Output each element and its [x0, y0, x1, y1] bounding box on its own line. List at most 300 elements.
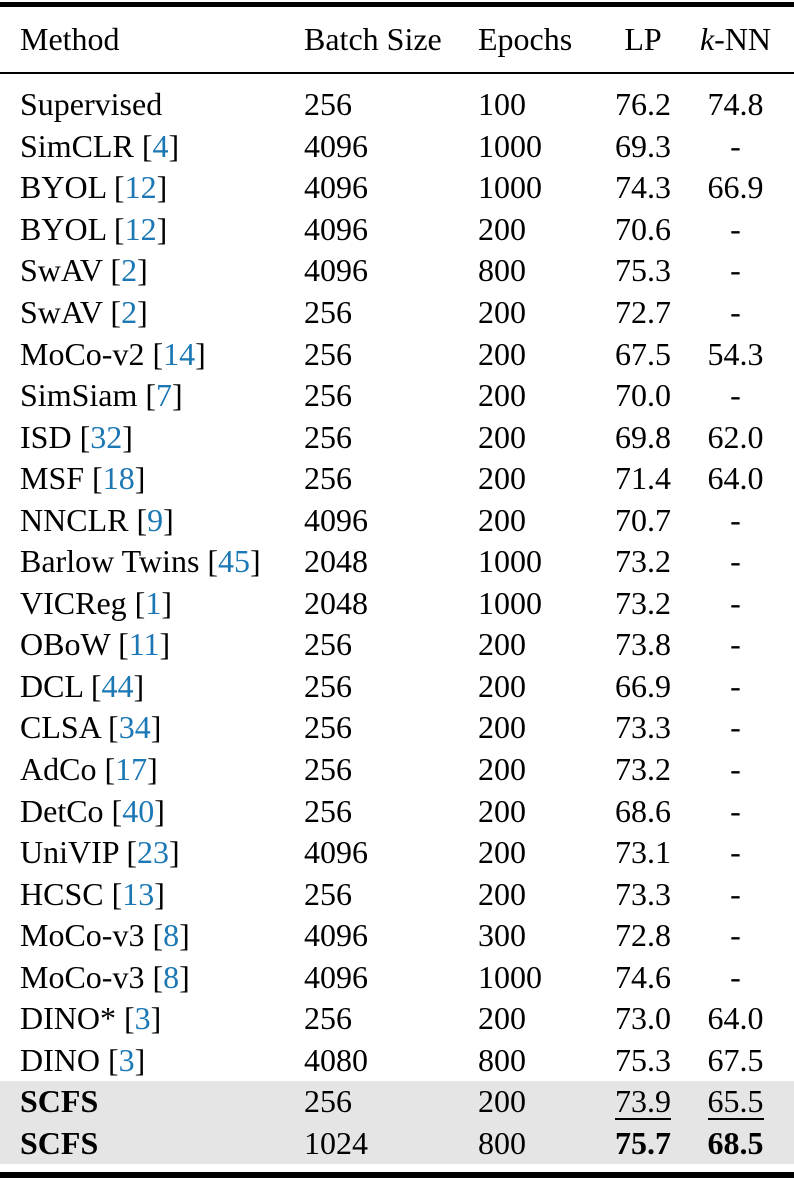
- lp-cell: [598, 793, 688, 830]
- method-cell: [20, 668, 304, 705]
- citation-open-bracket: [: [104, 751, 116, 788]
- method-name: HCSC: [20, 875, 104, 912]
- lp-cell: [598, 585, 688, 622]
- knn-value: -: [730, 875, 741, 912]
- lp-value: 73.3: [615, 709, 671, 746]
- lp-value: 72.7: [615, 294, 671, 330]
- citation-close-bracket: ]: [195, 335, 206, 372]
- table-row: [0, 416, 794, 458]
- table-row: [0, 209, 794, 251]
- table-body: [0, 74, 794, 1164]
- citation-close-bracket: ]: [134, 460, 146, 497]
- citation-link[interactable]: 12: [124, 169, 157, 206]
- knn-value: 64.0: [707, 1000, 764, 1037]
- table-row: [0, 499, 794, 541]
- citation-link[interactable]: 2: [121, 294, 138, 330]
- method-name: VICReg: [20, 584, 127, 621]
- epochs-cell: 200: [478, 709, 526, 746]
- epochs-cell: 200: [478, 751, 526, 788]
- batch-size-cell: 256: [304, 875, 352, 912]
- epochs-cell: 200: [478, 418, 526, 455]
- knn-cell: [688, 668, 783, 705]
- lp-cell: [598, 1083, 688, 1120]
- citation-close-bracket: ]: [154, 792, 165, 829]
- lp-cell: [598, 169, 688, 206]
- header-batch-size: Batch Size: [304, 21, 442, 57]
- citation-link[interactable]: 3: [134, 1000, 151, 1037]
- citation-open-bracket: [: [123, 1000, 135, 1037]
- citation-close-bracket: ]: [179, 917, 190, 954]
- knn-value: -: [730, 751, 741, 788]
- method-cell: [20, 876, 304, 913]
- citation-open-bracket: [: [111, 875, 123, 912]
- citation-open-bracket: [: [145, 377, 157, 414]
- citation-link[interactable]: 45: [218, 543, 251, 580]
- header-lp: LP: [624, 21, 662, 57]
- knn-cell: [688, 1125, 783, 1162]
- table-row: [0, 250, 794, 292]
- knn-value: -: [730, 792, 741, 829]
- citation-close-bracket: ]: [163, 501, 174, 538]
- lp-cell: [598, 543, 688, 580]
- knn-value: -: [730, 626, 741, 663]
- lp-value: 73.8: [615, 626, 671, 663]
- table-row: [0, 1123, 794, 1165]
- knn-cell: [688, 211, 783, 248]
- method-name: DCL: [20, 667, 83, 704]
- lp-cell: [598, 917, 688, 954]
- table-row: [0, 84, 794, 126]
- citation-close-bracket: ]: [169, 834, 180, 871]
- method-cell: [20, 1083, 304, 1120]
- method-name: UniVIP: [20, 834, 119, 871]
- knn-cell: [688, 959, 783, 996]
- citation-open-bracket: [: [207, 543, 219, 580]
- knn-cell: [688, 252, 783, 289]
- lp-cell: [598, 751, 688, 788]
- knn-cell: [688, 460, 783, 497]
- epochs-cell: 200: [478, 667, 526, 704]
- lp-value: 73.2: [615, 584, 671, 621]
- table-row: [0, 292, 794, 334]
- lp-cell: [598, 502, 688, 539]
- knn-value: 66.9: [707, 169, 764, 206]
- epochs-cell: 100: [478, 86, 526, 123]
- method-cell: [20, 377, 304, 414]
- batch-size-cell: 256: [304, 377, 352, 414]
- method-name: AdCo: [20, 751, 97, 788]
- epochs-cell: 200: [478, 377, 526, 414]
- method-name: SimSiam: [20, 377, 138, 414]
- method-name: DINO: [20, 1041, 100, 1078]
- knn-cell: [688, 543, 783, 580]
- table-row: [0, 666, 794, 708]
- header-knn: [688, 21, 783, 58]
- method-name: MoCo-v3: [20, 958, 145, 995]
- citation-close-bracket: ]: [134, 1041, 146, 1078]
- batch-size-cell: 4096: [304, 252, 368, 289]
- table-row: [0, 583, 794, 625]
- method-cell: [20, 751, 304, 788]
- lp-value: 73.0: [615, 1000, 671, 1037]
- knn-value: 54.3: [707, 335, 764, 372]
- lp-value: 71.4: [615, 460, 671, 497]
- lp-cell: [598, 128, 688, 165]
- citation-link[interactable]: 7: [156, 377, 173, 414]
- epochs-cell: 1000: [478, 543, 542, 580]
- knn-cell: [688, 709, 783, 746]
- table-row: [0, 167, 794, 209]
- method-cell: [20, 169, 304, 206]
- citation-close-bracket: ]: [137, 294, 148, 330]
- method-name: SwAV: [20, 294, 103, 330]
- epochs-cell: 200: [478, 335, 526, 372]
- method-name: SimCLR: [20, 127, 134, 164]
- batch-size-cell: 4080: [304, 1041, 368, 1078]
- citation-link[interactable]: 12: [124, 210, 157, 247]
- lp-value: 68.6: [615, 792, 671, 829]
- epochs-cell: 200: [478, 875, 526, 912]
- method-cell: [20, 834, 304, 871]
- table-row: [0, 998, 794, 1040]
- lp-cell: [598, 959, 688, 996]
- epochs-cell: 300: [478, 917, 526, 954]
- knn-value: -: [730, 210, 741, 247]
- knn-cell: [688, 377, 783, 414]
- citation-open-bracket: [: [152, 958, 164, 995]
- batch-size-cell: 2048: [304, 584, 368, 621]
- table-row: [0, 790, 794, 832]
- lp-cell: [598, 460, 688, 497]
- lp-value: 70.7: [615, 501, 671, 538]
- lp-value: 73.2: [615, 543, 671, 580]
- citation-open-bracket: [: [92, 460, 103, 497]
- table-row: [0, 915, 794, 957]
- table-row: [0, 541, 794, 583]
- citation-link[interactable]: 23: [137, 834, 170, 871]
- citation-close-bracket: ]: [122, 418, 133, 455]
- citation-link[interactable]: 32: [90, 418, 123, 455]
- epochs-cell: 800: [478, 252, 526, 289]
- epochs-cell: 200: [478, 1083, 526, 1120]
- lp-cell: [598, 876, 688, 913]
- citation-open-bracket: [: [126, 834, 138, 871]
- batch-size-cell: 2048: [304, 543, 368, 580]
- citation-open-bracket: [: [90, 667, 102, 704]
- citation-close-bracket: ]: [179, 958, 190, 995]
- knn-cell: [688, 1083, 783, 1120]
- knn-cell: [688, 626, 783, 663]
- knn-cell: [688, 128, 783, 165]
- citation-open-bracket: [: [152, 917, 164, 954]
- knn-value: -: [730, 667, 741, 704]
- lp-cell: [598, 377, 688, 414]
- knn-value: -: [730, 709, 741, 746]
- lp-value: 67.5: [615, 335, 671, 372]
- table-bottom-rule: [0, 1172, 794, 1178]
- method-name: MSF: [20, 460, 85, 497]
- method-cell: [20, 211, 304, 248]
- citation-link[interactable]: 11: [128, 626, 160, 663]
- batch-size-cell: 256: [304, 294, 352, 330]
- epochs-cell: 1000: [478, 169, 542, 206]
- knn-cell: [688, 917, 783, 954]
- header-knn-k: k: [699, 21, 715, 57]
- batch-size-cell: 4096: [304, 127, 368, 164]
- knn-value: 68.5: [707, 1124, 764, 1161]
- citation-link[interactable]: 9: [147, 501, 164, 538]
- citation-close-bracket: ]: [250, 543, 261, 580]
- lp-cell: [598, 252, 688, 289]
- batch-size-cell: 256: [304, 792, 352, 829]
- lp-cell: [598, 1000, 688, 1037]
- epochs-cell: 200: [478, 460, 526, 497]
- method-cell: [20, 294, 304, 331]
- lp-value: 73.9: [615, 1083, 671, 1120]
- epochs-cell: 200: [478, 294, 526, 330]
- knn-value: 65.5: [707, 1083, 764, 1120]
- knn-cell: [688, 169, 783, 206]
- table-row: [0, 956, 794, 998]
- lp-cell: [598, 1042, 688, 1079]
- method-cell: [20, 336, 304, 373]
- citation-close-bracket: ]: [147, 751, 158, 788]
- method-cell: [20, 585, 304, 622]
- lp-cell: [598, 336, 688, 373]
- lp-cell: [598, 1125, 688, 1162]
- batch-size-cell: 256: [304, 86, 352, 123]
- table-row: [0, 749, 794, 791]
- lp-value: 70.0: [615, 377, 671, 414]
- citation-close-bracket: ]: [168, 127, 180, 164]
- citation-close-bracket: ]: [172, 377, 183, 414]
- batch-size-cell: 256: [304, 335, 352, 372]
- method-cell: [20, 86, 304, 123]
- knn-cell: [688, 876, 783, 913]
- lp-value: 66.9: [615, 667, 671, 704]
- lp-cell: [598, 86, 688, 123]
- knn-cell: [688, 294, 783, 331]
- epochs-cell: 1000: [478, 127, 542, 164]
- table-row: [0, 707, 794, 749]
- lp-cell: [598, 626, 688, 663]
- lp-value: 69.3: [615, 127, 671, 164]
- lp-value: 70.6: [615, 210, 671, 247]
- lp-value: 76.2: [615, 86, 671, 123]
- knn-cell: [688, 585, 783, 622]
- lp-value: 69.8: [615, 418, 671, 455]
- citation-link[interactable]: 40: [122, 792, 155, 829]
- lp-cell: [598, 709, 688, 746]
- knn-value: -: [730, 543, 741, 580]
- header-knn-rest: -NN: [714, 21, 772, 57]
- method-cell: [20, 1125, 304, 1162]
- method-name: DINO*: [20, 1000, 116, 1037]
- citation-link[interactable]: 17: [115, 751, 148, 788]
- batch-size-cell: 256: [304, 667, 352, 704]
- method-name: MoCo-v3: [20, 917, 145, 954]
- batch-size-cell: 256: [304, 751, 352, 788]
- citation-link[interactable]: 4: [152, 127, 169, 164]
- table-row: [0, 458, 794, 500]
- method-name: BYOL: [20, 210, 106, 247]
- batch-size-cell: 256: [304, 1083, 352, 1120]
- citation-close-bracket: ]: [150, 1000, 162, 1037]
- citation-link[interactable]: 8: [163, 958, 180, 995]
- lp-value: 75.3: [615, 1041, 671, 1078]
- knn-value: -: [730, 584, 741, 621]
- citation-link[interactable]: 44: [101, 667, 134, 704]
- method-name: MoCo-v2: [20, 335, 145, 372]
- knn-value: 64.0: [707, 460, 764, 497]
- method-name: CLSA: [20, 709, 101, 746]
- method-cell: [20, 460, 304, 497]
- citation-link[interactable]: 3: [118, 1041, 135, 1078]
- knn-cell: [688, 419, 783, 456]
- batch-size-cell: 4096: [304, 169, 368, 206]
- method-cell: [20, 419, 304, 456]
- table-row: [0, 873, 794, 915]
- lp-value: 72.8: [615, 917, 671, 954]
- header-epochs: Epochs: [478, 21, 573, 57]
- batch-size-cell: 4096: [304, 834, 368, 871]
- lp-cell: [598, 834, 688, 871]
- method-name: OBoW: [20, 626, 111, 663]
- knn-cell: [688, 336, 783, 373]
- knn-value: -: [730, 294, 741, 330]
- citation-close-bracket: ]: [133, 667, 145, 704]
- citation-open-bracket: [: [136, 501, 148, 538]
- citation-open-bracket: [: [79, 418, 91, 455]
- table-row: [0, 1040, 794, 1082]
- knn-value: -: [730, 127, 741, 164]
- lp-cell: [598, 211, 688, 248]
- citation-link[interactable]: 13: [122, 875, 155, 912]
- epochs-cell: 200: [478, 626, 526, 663]
- citation-close-bracket: ]: [161, 584, 172, 621]
- citation-link[interactable]: 2: [121, 252, 138, 289]
- citation-open-bracket: [: [113, 169, 125, 206]
- epochs-cell: 800: [478, 1041, 526, 1078]
- citation-open-bracket: [: [108, 709, 119, 746]
- citation-close-bracket: ]: [154, 875, 165, 912]
- lp-value: 74.3: [615, 169, 671, 206]
- knn-cell: [688, 502, 783, 539]
- header-method: Method: [20, 21, 120, 57]
- citation-open-bracket: [: [110, 252, 122, 289]
- method-cell: [20, 917, 304, 954]
- epochs-cell: 200: [478, 792, 526, 829]
- knn-cell: [688, 1042, 783, 1079]
- batch-size-cell: 4096: [304, 501, 368, 538]
- epochs-cell: 1000: [478, 958, 542, 995]
- citation-close-bracket: ]: [156, 210, 168, 247]
- method-name: Supervised: [20, 86, 163, 123]
- lp-cell: [598, 668, 688, 705]
- batch-size-cell: 4096: [304, 210, 368, 247]
- lp-value: 75.3: [615, 252, 671, 289]
- citation-open-bracket: [: [107, 1041, 119, 1078]
- batch-size-cell: 256: [304, 626, 352, 663]
- method-cell: [20, 959, 304, 996]
- table-row: [0, 832, 794, 874]
- batch-size-cell: 4096: [304, 958, 368, 995]
- method-name: ISD: [20, 418, 72, 455]
- table-header-row: [0, 7, 794, 72]
- batch-size-cell: 256: [304, 418, 352, 455]
- method-name: NNCLR: [20, 501, 129, 538]
- method-cell: [20, 128, 304, 165]
- batch-size-cell: 1024: [304, 1124, 368, 1161]
- lp-value: 75.7: [615, 1124, 671, 1161]
- citation-link[interactable]: 18: [102, 460, 135, 497]
- epochs-cell: 200: [478, 1000, 526, 1037]
- epochs-cell: 200: [478, 834, 526, 871]
- epochs-cell: 800: [478, 1124, 526, 1161]
- method-cell: [20, 1042, 304, 1079]
- citation-open-bracket: [: [141, 127, 153, 164]
- citation-close-bracket: ]: [137, 252, 148, 289]
- citation-close-bracket: ]: [150, 709, 162, 746]
- table-row: [0, 624, 794, 666]
- knn-cell: [688, 751, 783, 788]
- knn-cell: [688, 86, 783, 123]
- knn-value: 67.5: [707, 1041, 764, 1078]
- lp-value: 73.1: [615, 834, 671, 871]
- table-row: [0, 126, 794, 168]
- citation-open-bracket: [: [134, 584, 146, 621]
- citation-link[interactable]: 1: [145, 584, 162, 621]
- batch-size-cell: 256: [304, 1000, 352, 1037]
- lp-cell: [598, 419, 688, 456]
- knn-value: 62.0: [707, 418, 764, 455]
- method-cell: [20, 626, 304, 663]
- batch-size-cell: 256: [304, 460, 352, 497]
- method-name: BYOL: [20, 169, 106, 206]
- citation-close-bracket: ]: [156, 169, 168, 206]
- citation-link[interactable]: 34: [118, 709, 151, 746]
- citation-open-bracket: [: [118, 626, 129, 663]
- table-row: [0, 333, 794, 375]
- knn-cell: [688, 1000, 783, 1037]
- citation-open-bracket: [: [152, 335, 164, 372]
- epochs-cell: 1000: [478, 584, 542, 621]
- epochs-cell: 200: [478, 210, 526, 247]
- table-row: [0, 375, 794, 417]
- citation-close-bracket: ]: [159, 626, 171, 663]
- knn-cell: [688, 793, 783, 830]
- citation-open-bracket: [: [110, 294, 122, 330]
- citation-link[interactable]: 14: [163, 335, 196, 372]
- table-row: [0, 1081, 794, 1123]
- citation-link[interactable]: 8: [163, 917, 180, 954]
- method-cell: [20, 793, 304, 830]
- method-cell: [20, 543, 304, 580]
- knn-value: -: [730, 917, 741, 954]
- citation-open-bracket: [: [111, 792, 123, 829]
- knn-value: -: [730, 958, 741, 995]
- method-cell: [20, 252, 304, 289]
- knn-value: -: [730, 501, 741, 538]
- knn-value: -: [730, 252, 741, 289]
- method-name: SwAV: [20, 252, 103, 289]
- lp-value: 74.6: [615, 958, 671, 995]
- method-cell: [20, 1000, 304, 1037]
- batch-size-cell: 256: [304, 709, 352, 746]
- knn-value: -: [730, 834, 741, 871]
- lp-cell: [598, 294, 688, 331]
- knn-value: -: [730, 377, 741, 414]
